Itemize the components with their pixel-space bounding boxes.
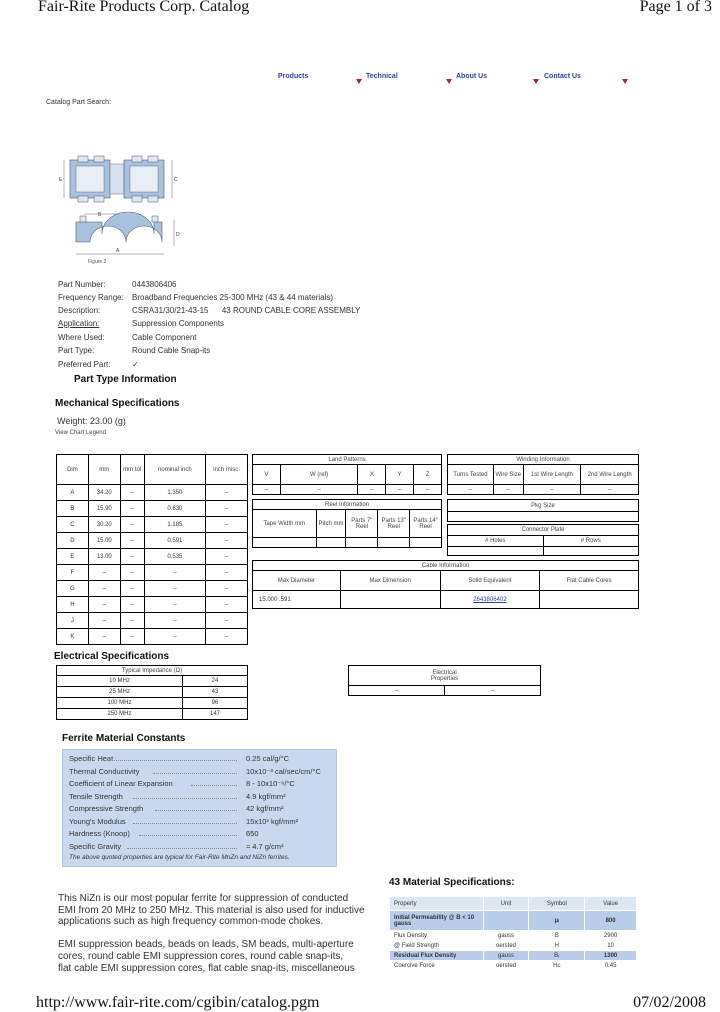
connector-value-rows — [543, 547, 639, 556]
ferrite-value: 4.9 kgf/mm² — [246, 791, 286, 801]
spec-unit — [483, 911, 529, 931]
ferrite-property: Compressive Strength — [69, 804, 144, 813]
spec-value: 0.45 — [585, 961, 637, 971]
description-line: EMI suppression beads, beads on leads, SM beads, multi-aperture — [58, 939, 354, 951]
table-row — [57, 565, 248, 581]
dim-cell: – — [88, 613, 120, 629]
dim-cell: – — [88, 629, 120, 645]
part-type-value: Round Cable Snap-its — [132, 346, 211, 355]
dims-header-inch-misc: inch misc. — [206, 455, 248, 485]
electrical-specs-title: Electrical Specifications — [54, 651, 170, 662]
dims-header-nominal-inch: nominal inch — [144, 455, 206, 485]
spec-symbol: μᵢ — [529, 911, 585, 931]
dim-cell: 30.20 — [88, 517, 120, 533]
spec-unit: oersted — [483, 961, 529, 971]
dim-cell: – — [206, 629, 248, 645]
dim-cell: F — [57, 565, 89, 581]
spec-value: 800 — [585, 911, 637, 931]
land-header-y: Y — [386, 465, 414, 485]
winding-header-1st-wire: 1st Wire Length — [523, 465, 581, 485]
reel-info-table — [252, 499, 442, 548]
dim-cell: – — [206, 485, 248, 501]
table-row — [57, 533, 248, 549]
spec-43-title: 43 Material Specifications: — [389, 877, 515, 888]
ferrite-constants-box — [62, 749, 337, 867]
spec-header-value: Value — [585, 897, 637, 911]
table-row — [57, 485, 248, 501]
impedance-value: 43 — [183, 687, 248, 698]
spec-header-property: Property — [390, 897, 484, 911]
description-line: This NiZn is our most popular ferrite for suppression of conducted — [58, 893, 349, 904]
dim-cell: – — [144, 581, 206, 597]
dim-cell: – — [120, 613, 144, 629]
document-title: Fair-Rite Products Corp. Catalog — [38, 0, 250, 15]
elec-prop-value-1: – — [349, 686, 445, 696]
ferrite-value: 42 kgf/mm² — [246, 804, 284, 813]
ferrite-property: Specific Gravity — [69, 841, 122, 851]
dim-cell: – — [206, 581, 248, 597]
land-patterns-table — [252, 454, 442, 495]
dim-cell: E — [57, 549, 89, 565]
ferrite-value: ≈ 4.7 g/cm³ — [246, 841, 284, 851]
dim-cell: 13.00 — [88, 549, 120, 565]
dim-cell: – — [144, 597, 206, 613]
table-row — [57, 517, 248, 533]
cable-header-max-dimension: Max Dimension — [340, 571, 440, 591]
ferrite-property: Thermal Conductivity — [69, 766, 140, 776]
cable-value-diameter: 15.000 .591 — [253, 591, 341, 609]
description-row — [58, 306, 360, 315]
reel-header-14-reel: Parts 14" Reel — [410, 510, 442, 538]
cable-header-flat-cable-cores: Flat Cable Cores — [540, 571, 639, 591]
spec-value: 1300 — [585, 951, 637, 961]
part-number-label: Part Number: — [58, 280, 106, 289]
impedance-freq: 100 MHz — [57, 698, 183, 709]
dim-cell: 0.630 — [144, 501, 206, 517]
table-row — [57, 613, 248, 629]
connector-title: Connector Plate — [448, 525, 639, 536]
impedance-value: 147 — [183, 709, 248, 720]
dims-header-mm-tol: mm tol — [120, 455, 144, 485]
winding-value-2nd: – — [581, 485, 639, 495]
reel-header-pitch: Pitch mm — [316, 510, 346, 538]
winding-header-wire-size: Wire Size — [493, 465, 523, 485]
spec-property: Initial Permeability @ B < 10 gauss — [390, 911, 484, 931]
reel-value-7 — [346, 538, 378, 548]
ferrite-value: 8 - 10x10⁻⁶/°C — [246, 779, 295, 788]
footer-date: 07/02/2008 — [633, 994, 706, 1011]
ferrite-property: Specific Heat — [69, 754, 114, 763]
connector-header-holes: # Holes — [448, 536, 544, 547]
impedance-freq: 10 MHz — [57, 676, 183, 687]
preferred-row — [58, 360, 139, 369]
part-type-row — [58, 346, 210, 355]
winding-value-1st: – — [523, 485, 581, 495]
spec-header-symbol: Symbol — [529, 897, 585, 911]
reel-value-pitch — [316, 538, 346, 548]
impedance-table — [56, 665, 248, 720]
dim-cell: G — [57, 581, 89, 597]
frequency-label: Frequency Range: — [58, 293, 124, 302]
dim-cell: J — [57, 613, 89, 629]
winding-header-2nd-wire: 2nd Wire Length — [581, 465, 639, 485]
where-used-row — [58, 333, 196, 342]
table-row — [57, 597, 248, 613]
dims-header-mm: mm — [88, 455, 120, 485]
ferrite-property: Hardness (Knoop) — [69, 829, 130, 838]
material-description — [58, 893, 378, 974]
nav-contact-us[interactable]: Contact Us — [544, 73, 581, 80]
spec-symbol: B — [529, 931, 585, 941]
dim-cell: – — [206, 613, 248, 629]
spec-property: Flux Density — [390, 931, 484, 941]
dim-cell: – — [206, 597, 248, 613]
ferrite-value: 15x10³ kgf/mm² — [246, 816, 299, 826]
dim-a-letter: A — [116, 248, 120, 254]
dim-cell: C — [57, 517, 89, 533]
dim-c-letter: C — [174, 177, 178, 183]
cable-value-dimension — [340, 591, 440, 609]
cable-title: Cable Information — [253, 561, 639, 571]
catalog-search-label[interactable]: Catalog Part Search: — [46, 99, 111, 106]
land-header-z: Z — [414, 465, 442, 485]
ferrite-constants-title: Ferrite Material Constants — [62, 733, 186, 744]
dim-cell: 15.90 — [88, 501, 120, 517]
land-value-v: – — [253, 485, 281, 495]
table-row — [390, 951, 637, 961]
part-drawing — [56, 150, 196, 270]
dim-cell: 1.185 — [144, 517, 206, 533]
table-row — [57, 581, 248, 597]
spec-property: Coercive Force — [390, 961, 484, 971]
dim-cell: – — [120, 581, 144, 597]
footer-url: http://www.fair-rite.com/cgibin/catalog.pgm — [36, 994, 320, 1011]
table-row — [390, 911, 637, 931]
nav-about-arrow-icon[interactable] — [533, 79, 539, 84]
dim-cell: – — [206, 549, 248, 565]
spec-unit: oersted — [483, 941, 529, 951]
dim-cell: – — [120, 549, 144, 565]
impedance-value: 24 — [183, 676, 248, 687]
spec-unit: gauss — [483, 931, 529, 941]
cable-value-flat — [540, 591, 639, 609]
winding-title: Winding Information — [448, 455, 639, 465]
winding-header-turns: Turns Tested — [448, 465, 494, 485]
dim-cell: – — [120, 629, 144, 645]
solid-equivalent-link[interactable]: 2643806402 — [440, 591, 540, 609]
connector-value-holes — [448, 547, 544, 556]
dim-cell: – — [206, 517, 248, 533]
spec-header-unit: Unit — [483, 897, 529, 911]
ferrite-value: 0.25 cal/g/°C — [246, 754, 290, 763]
cable-info-table — [252, 560, 639, 609]
frequency-row — [58, 293, 333, 302]
part-type-label: Part Type: — [58, 346, 95, 355]
description-blank-line — [58, 928, 378, 940]
pkg-size-title: Pkg Size — [448, 500, 639, 512]
reel-value-13 — [378, 538, 410, 548]
dim-cell: A — [57, 485, 89, 501]
dim-cell: – — [120, 485, 144, 501]
reel-header-13-reel: Parts 13" Reel — [378, 510, 410, 538]
spec-property: @ Field Strength — [390, 941, 484, 951]
nav-technical-arrow-icon[interactable] — [446, 79, 452, 84]
dim-cell: – — [206, 501, 248, 517]
dim-cell: 34.20 — [88, 485, 120, 501]
application-row — [58, 319, 224, 328]
impedance-freq: 25 MHz — [57, 687, 183, 698]
dim-cell: – — [144, 565, 206, 581]
spec-symbol: H — [529, 941, 585, 951]
pkg-size-value — [448, 512, 639, 522]
reel-title: Reel Information — [253, 500, 442, 510]
land-patterns-title: Land Patterns — [253, 455, 442, 465]
nav-products[interactable]: Products — [278, 73, 309, 80]
nav-contact-arrow-icon[interactable] — [622, 79, 628, 84]
dim-cell: B — [57, 501, 89, 517]
table-row — [390, 941, 637, 951]
dim-cell: 1.350 — [144, 485, 206, 501]
winding-value-turns: – — [448, 485, 494, 495]
part-number-value: 0443806406 — [132, 280, 177, 289]
electrical-properties-title: Electrical Properties — [349, 666, 541, 686]
dimensions-table — [56, 454, 248, 645]
dim-cell: 0.591 — [144, 533, 206, 549]
winding-value-wire: – — [493, 485, 523, 495]
reel-header-7-reel: Parts 7" Reel — [346, 510, 378, 538]
table-row — [390, 961, 637, 971]
dim-cell: – — [120, 501, 144, 517]
ferrite-note: The above quoted properties are typical for Fair-Rite MnZn and NiZn ferrites. — [69, 854, 290, 861]
where-used-value: Cable Component — [132, 333, 197, 342]
mechanical-specs-title: Mechanical Specifications — [55, 398, 180, 409]
land-header-v: V — [253, 465, 281, 485]
part-type-info-title: Part Type Information — [74, 374, 177, 385]
table-row — [57, 501, 248, 517]
dim-cell: – — [206, 565, 248, 581]
part-number-row — [58, 280, 177, 289]
ferrite-value: 650 — [246, 829, 259, 838]
dim-cell: H — [57, 597, 89, 613]
dim-cell: 0.535 — [144, 549, 206, 565]
preferred-check-icon: ✓ — [132, 360, 139, 369]
description-line: flat cable EMI suppression cores, flat cable snap-its, miscellaneous — [58, 962, 355, 974]
description-line: cores, round cable EMI suppression cores, round cable snap-its, — [58, 950, 344, 962]
spec-property: Residual Flux Density — [390, 951, 484, 961]
dim-cell: 15.00 — [88, 533, 120, 549]
nav-about-us[interactable]: About Us — [456, 73, 488, 80]
land-value-w: – — [280, 485, 358, 495]
reel-value-tape — [253, 538, 317, 548]
dim-cell: – — [120, 533, 144, 549]
dim-cell: – — [120, 517, 144, 533]
table-row — [57, 549, 248, 565]
figure-caption: Figure 3 — [88, 259, 107, 265]
ferrite-property: Young's Modulus — [69, 816, 126, 826]
elec-prop-value-2: – — [444, 686, 540, 696]
table-row — [57, 687, 248, 698]
spec-unit: gauss — [483, 951, 529, 961]
land-header-w: W (ref) — [280, 465, 358, 485]
ferrite-property: Tensile Strength — [69, 791, 123, 801]
dims-header-dim: Dim — [57, 455, 89, 485]
dim-e-letter: E — [59, 177, 63, 183]
connector-plate-table — [447, 524, 639, 556]
cable-header-max-diameter: Max Diameter — [253, 571, 341, 591]
application-link[interactable]: Application: — [58, 319, 100, 328]
electrical-properties-table — [348, 665, 541, 696]
impedance-value: 96 — [183, 698, 248, 709]
dim-b-letter: B — [98, 212, 102, 218]
land-value-z: – — [414, 485, 442, 495]
nav-technical[interactable]: Technical — [366, 73, 398, 80]
table-row — [57, 698, 248, 709]
pkg-size-table — [447, 499, 639, 522]
reel-header-tape-width: Tape Width mm — [253, 510, 317, 538]
description-line: applications such as high frequency common-mode chokes. — [58, 916, 324, 928]
nav-products-arrow-icon[interactable] — [356, 79, 362, 84]
ferrite-value: 10x10⁻³ cal/sec/cm/°C — [246, 766, 321, 776]
connector-header-rows: # Rows — [543, 536, 639, 547]
dim-cell: – — [120, 565, 144, 581]
description-label: Description: — [58, 306, 101, 315]
winding-info-table — [447, 454, 639, 495]
dim-cell: – — [144, 613, 206, 629]
where-used-label: Where Used: — [58, 333, 105, 342]
page-number: Page 1 of 3 — [639, 0, 712, 15]
land-value-x: – — [358, 485, 386, 495]
impedance-header: Typical Impedance (Ω) — [57, 666, 248, 676]
table-row — [57, 629, 248, 645]
preferred-label: Preferred Part: — [58, 360, 111, 369]
dim-cell: – — [144, 629, 206, 645]
dim-cell: K — [57, 629, 89, 645]
spec-value: 2900 — [585, 931, 637, 941]
description-line: EMI from 20 MHz to 250 MHz. This material is also used for inductive — [58, 904, 365, 916]
application-value: Suppression Components — [132, 319, 225, 328]
table-row — [57, 676, 248, 687]
land-value-y: – — [386, 485, 414, 495]
spec-value: 10 — [585, 941, 637, 951]
frequency-value: Broadband Frequencies 25-300 MHz (43 & 44 materials) — [132, 293, 333, 302]
spec-symbol: Hc — [529, 961, 585, 971]
table-row — [57, 709, 248, 720]
reel-value-14 — [410, 538, 442, 548]
dim-cell: – — [88, 565, 120, 581]
ferrite-property: Coefficient of Linear Expansion — [69, 779, 173, 788]
dim-cell: – — [206, 533, 248, 549]
dim-cell: – — [120, 597, 144, 613]
dim-cell: D — [57, 533, 89, 549]
impedance-freq: 250 MHz — [57, 709, 183, 720]
weight-text: Weight: 23.00 (g) — [57, 416, 126, 426]
table-row — [390, 931, 637, 941]
spec-43-table — [389, 896, 637, 971]
dim-d-letter: D — [176, 232, 180, 238]
land-header-x: X — [358, 465, 386, 485]
cable-header-solid-equivalent: Solid Equivalent — [440, 571, 540, 591]
dim-cell: – — [88, 581, 120, 597]
dim-cell: – — [88, 597, 120, 613]
view-chart-legend-link[interactable]: View Chart Legend — [55, 430, 106, 436]
spec-symbol: Bᵣ — [529, 951, 585, 961]
description-value: CSRA31/30/21-43-15 43 ROUND CABLE CORE ASSEMBLY — [132, 306, 361, 315]
